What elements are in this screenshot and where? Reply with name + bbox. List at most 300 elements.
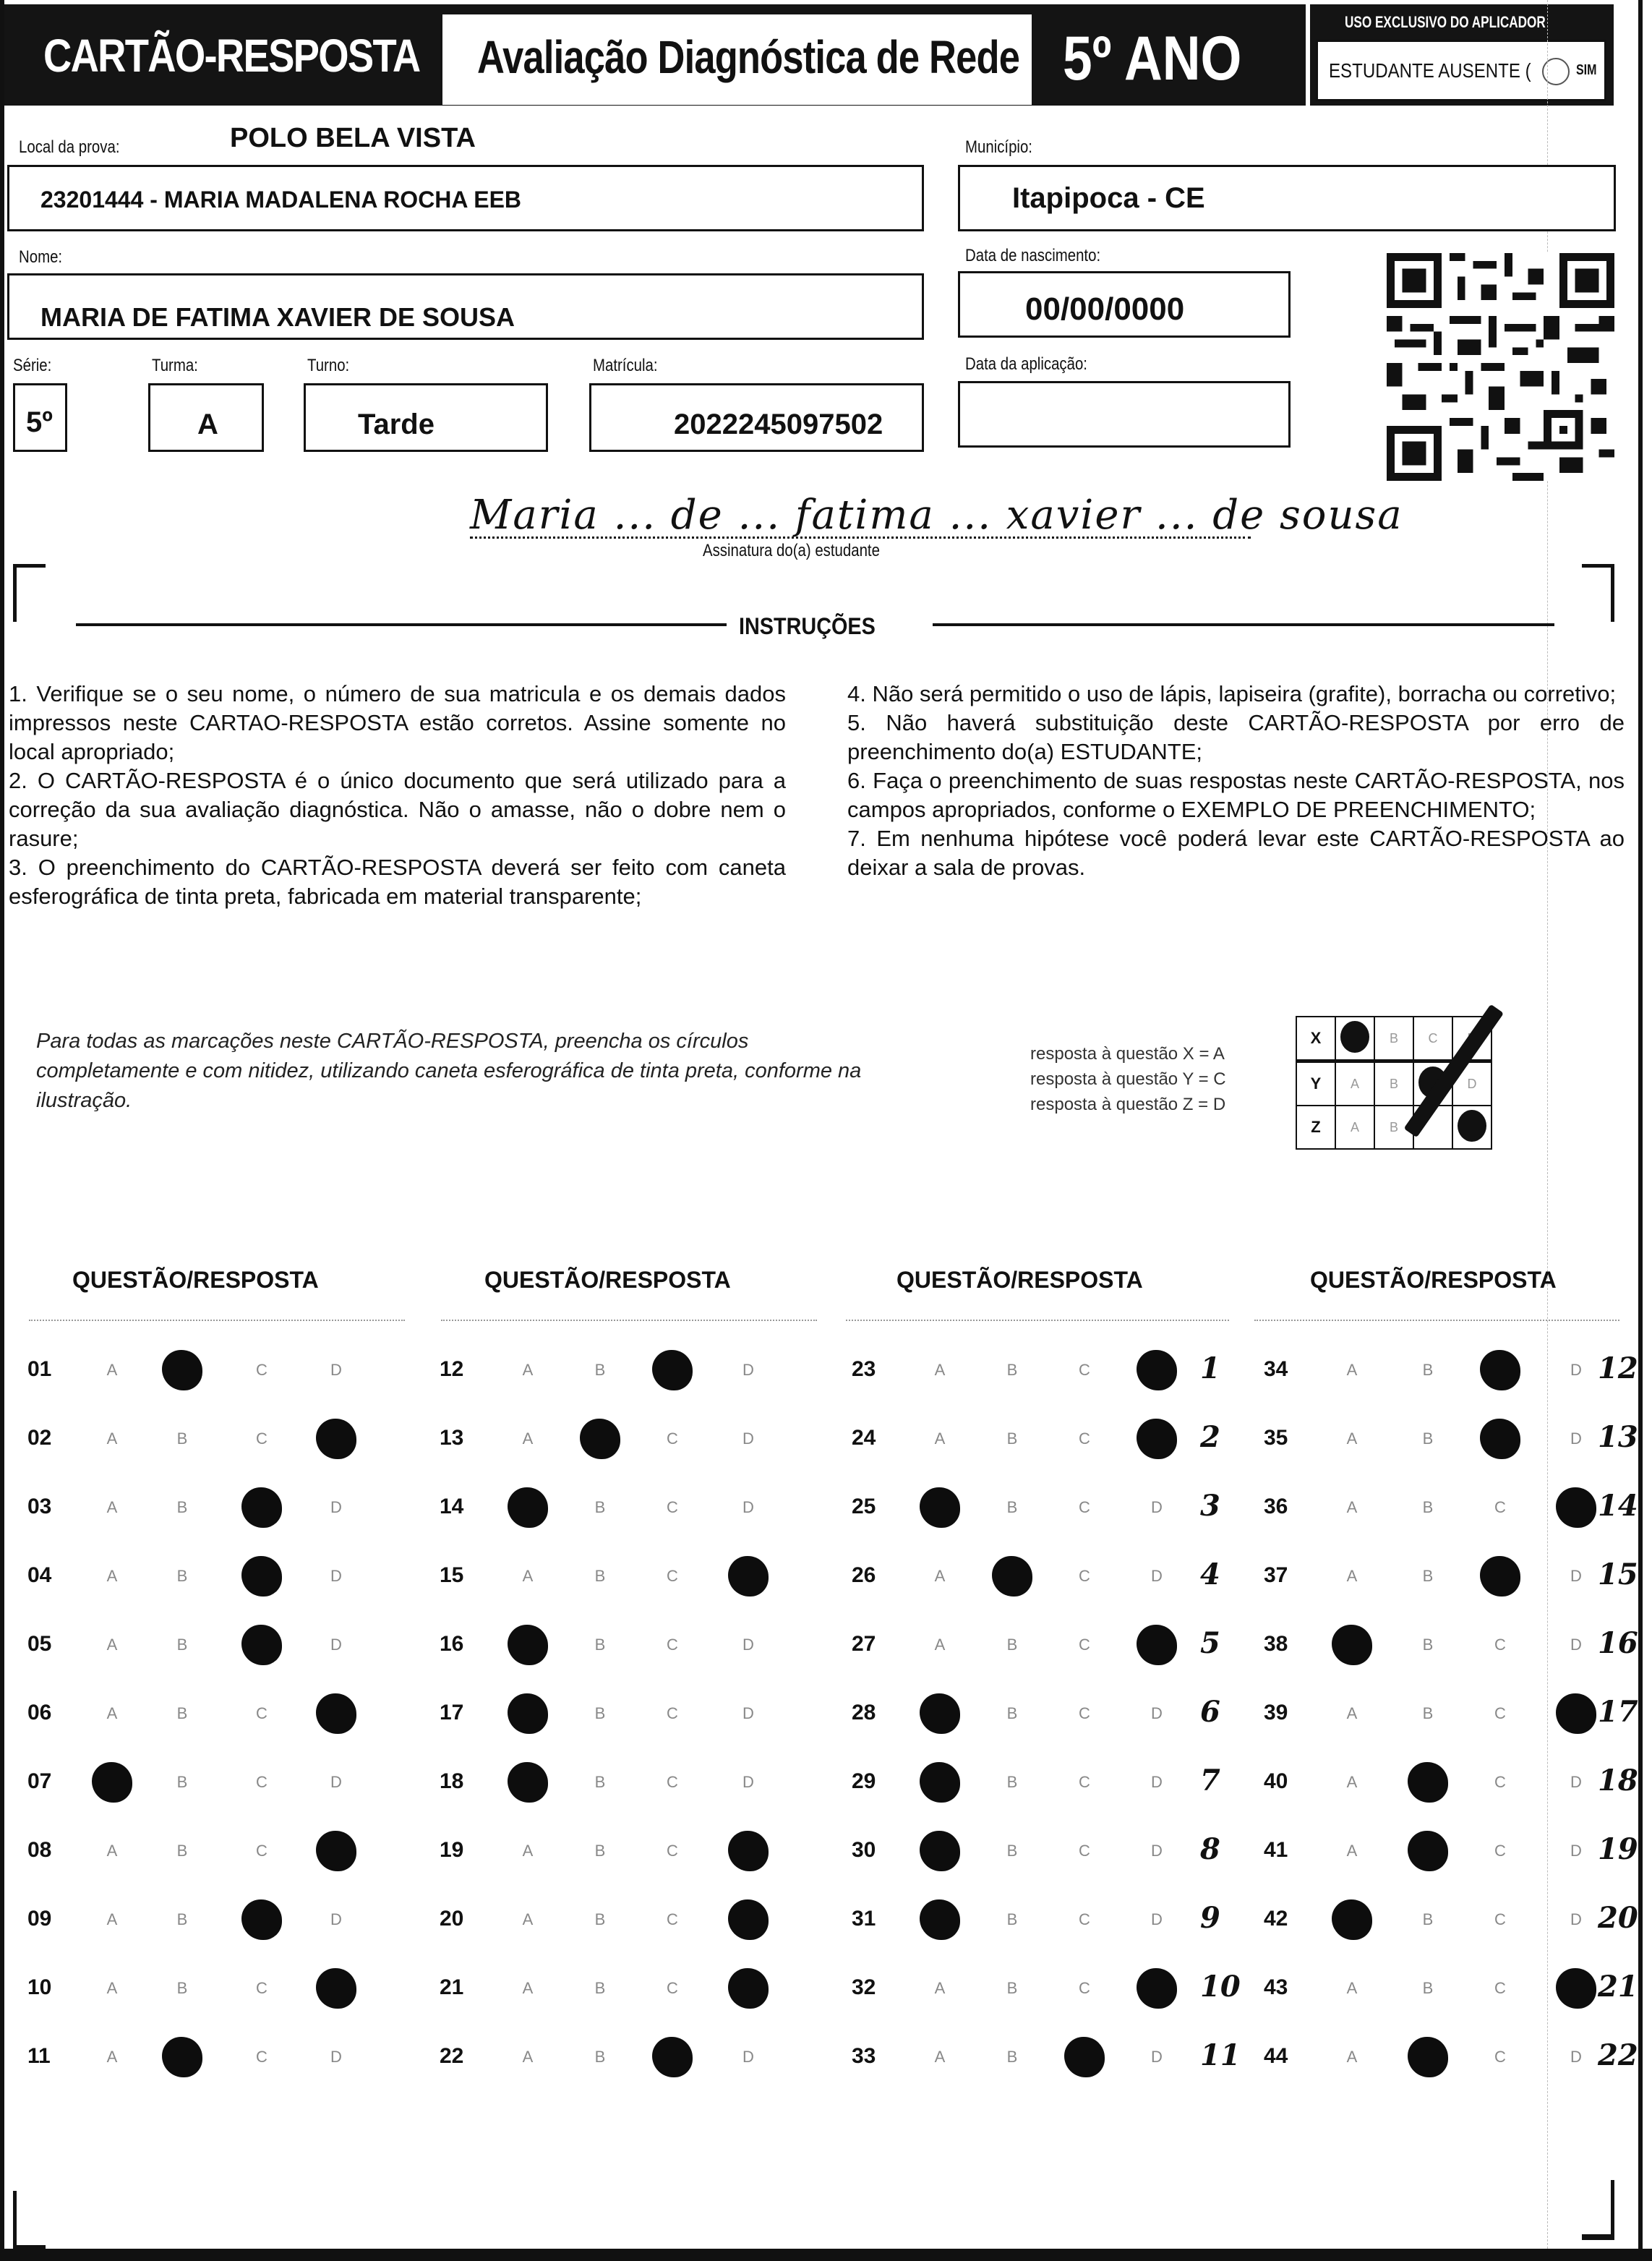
question-number: 38 <box>1264 1632 1288 1656</box>
answer-bubble[interactable]: A <box>522 1910 534 1928</box>
answer-bubble[interactable]: B <box>1006 1842 1018 1860</box>
answer-bubble[interactable]: D <box>742 1636 754 1654</box>
answer-bubble[interactable]: A <box>1346 1361 1358 1379</box>
answer-bubble[interactable]: D <box>742 1704 754 1722</box>
question-number: 21 <box>440 1975 464 1999</box>
answer-bubble[interactable]: C <box>256 1773 268 1791</box>
answer-bubble[interactable]: B <box>1006 1704 1018 1722</box>
question-number: 07 <box>27 1769 52 1793</box>
question-number: 04 <box>27 1563 52 1587</box>
answer-bubble[interactable]: A <box>106 1361 118 1379</box>
answer-bubble[interactable]: C <box>1079 1361 1090 1379</box>
answer-bubble[interactable]: C <box>256 1429 268 1448</box>
answer-bubble[interactable]: A <box>106 1704 118 1722</box>
question-number: 17 <box>440 1701 464 1724</box>
answer-bubble-filled[interactable] <box>1332 1899 1372 1940</box>
answer-bubble[interactable]: C <box>1494 1842 1506 1860</box>
answer-bubble-filled[interactable] <box>1556 1487 1596 1528</box>
answer-bubble[interactable]: B <box>594 1910 606 1928</box>
answer-bubble[interactable]: C <box>667 1704 678 1722</box>
answer-bubble-filled[interactable] <box>580 1419 620 1459</box>
signature-line <box>470 537 1251 539</box>
answer-bubble[interactable]: C <box>667 1498 678 1516</box>
handwritten-count: 9 <box>1200 1901 1220 1935</box>
answer-bubble[interactable]: A <box>522 1429 534 1448</box>
instruction-2: 2. O CARTÃO-RESPOSTA é o único documento que será utilizado para a correção da sua avaliação diagnóstica. Não o amasse, não o dobre nem o rasure; <box>9 768 786 851</box>
answer-bubble-filled[interactable] <box>316 1831 356 1871</box>
card-title: CARTÃO-RESPOSTA <box>43 30 420 82</box>
example-bubble: B <box>1374 1061 1413 1106</box>
fill-example-table <box>1296 1016 1492 1150</box>
fill-instructions: Para todas as marcações neste CARTÃO-RESPOSTA, preencha os círculos completamente e com nitidez, utilizando caneta esferográfica de tinta preta, conforme na ilustração. <box>36 1030 862 1112</box>
answer-bubble[interactable]: B <box>1006 1429 1018 1448</box>
answer-bubble[interactable]: B <box>176 1636 188 1654</box>
question-number: 33 <box>852 2044 876 2068</box>
question-number: 19 <box>440 1838 464 1862</box>
question-number: 29 <box>852 1769 876 1793</box>
answer-bubble[interactable]: D <box>1570 1567 1582 1585</box>
answer-bubble[interactable]: D <box>742 1361 754 1379</box>
answer-bubble[interactable]: B <box>176 1979 188 1997</box>
instruction-6: 6. Faça o preenchimento de suas respostas neste CARTÃO-RESPOSTA, nos campos apropriados, conforme o EXEMPLO DE PREENCHIMENTO; <box>847 768 1625 822</box>
answer-bubble[interactable]: D <box>330 1567 342 1585</box>
answer-bubble[interactable]: D <box>1151 1704 1163 1722</box>
answer-bubble[interactable]: C <box>1079 1636 1090 1654</box>
example-row-label: X <box>1296 1017 1335 1061</box>
answer-bubble[interactable]: C <box>1079 1979 1090 1997</box>
answer-bubble-filled[interactable] <box>1064 2037 1105 2077</box>
answer-bubble-filled[interactable] <box>162 2037 202 2077</box>
question-number: 32 <box>852 1975 876 1999</box>
answer-bubble[interactable]: D <box>1570 1773 1582 1791</box>
answer-bubble[interactable]: C <box>1079 1567 1090 1585</box>
answer-bubble-filled[interactable] <box>1408 2037 1448 2077</box>
answer-bubble[interactable]: B <box>176 1429 188 1448</box>
question-number: 10 <box>27 1975 52 1999</box>
instruction-1: 1. Verifique se o seu nome, o número de sua matricula e os demais dados impressos neste CARTAO-RESPOSTA estão corretos. Assine somente no local apropriado; <box>9 681 786 764</box>
question-number: 09 <box>27 1907 52 1931</box>
answer-bubble[interactable]: A <box>106 1842 118 1860</box>
answer-bubble[interactable]: D <box>1151 1842 1163 1860</box>
question-number: 23 <box>852 1357 876 1381</box>
answer-bubble-filled[interactable] <box>241 1487 282 1528</box>
question-number: 43 <box>1264 1975 1288 1999</box>
answer-bubble-filled[interactable] <box>508 1693 548 1734</box>
answer-bubble[interactable]: B <box>594 2048 606 2066</box>
answer-bubble[interactable]: D <box>1151 1773 1163 1791</box>
nascimento-label: Data de nascimento: <box>965 246 1101 265</box>
question-number: 15 <box>440 1563 464 1587</box>
answer-bubble[interactable]: D <box>742 1498 754 1516</box>
answer-bubble[interactable]: C <box>1494 1979 1506 1997</box>
answer-bubble[interactable]: A <box>934 2048 946 2066</box>
answer-bubble[interactable]: A <box>522 1361 534 1379</box>
answer-bubble[interactable]: A <box>106 1567 118 1585</box>
turno-label: Turno: <box>307 356 350 375</box>
answer-bubble[interactable]: D <box>330 1498 342 1516</box>
serie-label: Série: <box>13 356 52 375</box>
answer-bubble[interactable]: B <box>1422 1636 1434 1654</box>
question-number: 22 <box>440 2044 464 2068</box>
answer-bubble[interactable]: C <box>1079 1773 1090 1791</box>
grade-badge: 5º ANO <box>1063 24 1242 93</box>
corner-mark-bl <box>13 2191 46 2251</box>
answer-bubble-filled[interactable] <box>508 1487 548 1528</box>
example-row-label: Z <box>1296 1106 1335 1149</box>
handwritten-count: 13 <box>1598 1420 1638 1454</box>
answer-bubble-filled[interactable] <box>316 1419 356 1459</box>
turno-value: Tarde <box>358 409 435 440</box>
instructions-left <box>9 680 786 911</box>
answer-bubble[interactable]: C <box>667 1842 678 1860</box>
turma-label: Turma: <box>152 356 198 375</box>
answer-bubble[interactable]: C <box>667 1910 678 1928</box>
turma-value: A <box>197 409 218 440</box>
answer-bubble[interactable]: C <box>1494 1498 1506 1516</box>
answer-bubble[interactable]: A <box>1346 1842 1358 1860</box>
answer-bubble[interactable]: B <box>1422 1979 1434 1997</box>
answer-bubble[interactable]: C <box>256 2048 268 2066</box>
answer-bubble[interactable]: D <box>330 1636 342 1654</box>
handwritten-count: 12 <box>1598 1351 1638 1385</box>
answer-bubble[interactable]: A <box>1346 1498 1358 1516</box>
answer-bubble[interactable]: B <box>594 1704 606 1722</box>
answer-bubble[interactable]: A <box>934 1636 946 1654</box>
question-number: 02 <box>27 1426 52 1450</box>
answer-bubble[interactable]: A <box>1346 2048 1358 2066</box>
answer-bubble[interactable]: C <box>667 1429 678 1448</box>
question-number: 41 <box>1264 1838 1288 1862</box>
answer-bubble-filled[interactable] <box>1137 1419 1177 1459</box>
question-number: 39 <box>1264 1701 1288 1724</box>
question-number: 36 <box>1264 1495 1288 1518</box>
answer-bubble[interactable]: B <box>594 1361 606 1379</box>
column-header: QUESTÃO/RESPOSTA <box>1310 1267 1557 1293</box>
answer-bubble[interactable]: C <box>667 1773 678 1791</box>
answer-bubble[interactable]: B <box>594 1842 606 1860</box>
answer-bubble[interactable]: A <box>1346 1429 1358 1448</box>
question-number: 25 <box>852 1495 876 1518</box>
answer-bubble[interactable]: C <box>256 1979 268 1997</box>
handwritten-count: 1 <box>1200 1351 1220 1385</box>
answer-bubble[interactable]: D <box>1570 1910 1582 1928</box>
handwritten-count: 8 <box>1200 1832 1220 1866</box>
question-number: 08 <box>27 1838 52 1862</box>
answer-bubble[interactable]: A <box>1346 1704 1358 1722</box>
answer-bubble-filled[interactable] <box>1137 1968 1177 2009</box>
question-number: 34 <box>1264 1357 1288 1381</box>
answer-bubble[interactable]: B <box>1006 1636 1018 1654</box>
answer-bubble[interactable]: B <box>1422 1429 1434 1448</box>
answer-bubble-filled[interactable] <box>920 1487 960 1528</box>
answer-bubble[interactable]: D <box>330 1910 342 1928</box>
answer-bubble[interactable]: A <box>934 1429 946 1448</box>
answer-bubble[interactable]: A <box>934 1567 946 1585</box>
answer-bubble-filled[interactable] <box>652 2037 693 2077</box>
answer-bubble[interactable]: D <box>330 1773 342 1791</box>
answer-bubble[interactable]: D <box>1570 1636 1582 1654</box>
handwritten-count: 18 <box>1598 1764 1638 1798</box>
example-bubble: B <box>1374 1106 1413 1149</box>
instructions-right <box>847 680 1625 882</box>
handwritten-count: 7 <box>1200 1764 1220 1798</box>
answer-bubble-filled[interactable] <box>241 1899 282 1940</box>
handwritten-count: 15 <box>1598 1557 1638 1591</box>
example-bubble: C <box>1413 1017 1452 1061</box>
answer-bubble[interactable]: D <box>330 2048 342 2066</box>
column-header: QUESTÃO/RESPOSTA <box>72 1267 319 1293</box>
answer-bubble[interactable]: D <box>330 1361 342 1379</box>
answer-bubble-filled[interactable] <box>241 1556 282 1597</box>
answer-bubble[interactable]: A <box>106 1636 118 1654</box>
nascimento-value: 00/00/0000 <box>1025 291 1185 327</box>
column-header: QUESTÃO/RESPOSTA <box>896 1267 1143 1293</box>
answer-bubble[interactable]: C <box>1079 1429 1090 1448</box>
handwritten-count: 14 <box>1598 1489 1638 1523</box>
question-number: 44 <box>1264 2044 1288 2068</box>
answer-bubble[interactable]: C <box>1079 1704 1090 1722</box>
answer-bubble[interactable]: A <box>522 1567 534 1585</box>
answer-bubble[interactable]: A <box>106 1429 118 1448</box>
local-label: Local da prova: <box>19 137 120 157</box>
question-number: 40 <box>1264 1769 1288 1793</box>
answer-bubble[interactable]: A <box>934 1979 946 1997</box>
municipio-label: Município: <box>965 137 1032 157</box>
answer-bubble[interactable]: B <box>1006 1910 1018 1928</box>
answer-bubble-filled[interactable] <box>241 1625 282 1665</box>
answer-bubble[interactable]: C <box>667 1979 678 1997</box>
question-number: 24 <box>852 1426 876 1450</box>
answer-bubble[interactable]: B <box>1006 1979 1018 1997</box>
aplicacao-field[interactable] <box>958 381 1291 448</box>
answer-bubble-filled[interactable] <box>1408 1762 1448 1803</box>
signature-label: Assinatura do(a) estudante <box>703 541 880 560</box>
answer-bubble[interactable]: C <box>1079 1910 1090 1928</box>
answer-bubble[interactable]: C <box>1079 1842 1090 1860</box>
answer-bubble[interactable]: B <box>176 1498 188 1516</box>
answer-bubble[interactable]: B <box>1006 2048 1018 2066</box>
example-bubble-filled <box>1452 1106 1491 1149</box>
question-number: 05 <box>27 1632 52 1656</box>
corner-mark-tr <box>1582 564 1614 622</box>
answer-bubble[interactable]: B <box>594 1979 606 1997</box>
corner-mark-br <box>1582 2180 1614 2240</box>
question-number: 30 <box>852 1838 876 1862</box>
question-number: 31 <box>852 1907 876 1931</box>
question-number: 27 <box>852 1632 876 1656</box>
answer-bubble-filled[interactable] <box>920 1831 960 1871</box>
qr-code <box>1387 253 1614 481</box>
answer-bubble[interactable]: B <box>1422 1361 1434 1379</box>
answer-bubble-filled[interactable] <box>1480 1419 1520 1459</box>
answer-bubble-filled[interactable] <box>316 1693 356 1734</box>
answer-bubble-filled[interactable] <box>652 1350 693 1390</box>
answer-bubble-filled[interactable] <box>1480 1350 1520 1390</box>
answer-bubble-filled[interactable] <box>920 1899 960 1940</box>
answer-bubble[interactable]: D <box>1151 1567 1163 1585</box>
answer-bubble-filled[interactable] <box>162 1350 202 1390</box>
handwritten-count: 19 <box>1598 1832 1638 1866</box>
answer-bubble[interactable]: A <box>522 1842 534 1860</box>
corner-mark-tl <box>13 564 46 622</box>
answer-bubble[interactable]: D <box>742 2048 754 2066</box>
answer-bubble-filled[interactable] <box>316 1968 356 2009</box>
question-number: 01 <box>27 1357 52 1381</box>
instructions-rule-right <box>933 623 1554 626</box>
legend-y: resposta à questão Y = C <box>1030 1069 1226 1089</box>
answer-bubble[interactable]: C <box>1494 1773 1506 1791</box>
question-number: 03 <box>27 1495 52 1518</box>
answer-bubble[interactable]: C <box>1079 1498 1090 1516</box>
example-bubble: A <box>1335 1061 1374 1106</box>
answer-bubble[interactable]: C <box>256 1704 268 1722</box>
column-header: QUESTÃO/RESPOSTA <box>484 1267 731 1293</box>
answer-bubble-filled[interactable] <box>920 1762 960 1803</box>
question-number: 26 <box>852 1563 876 1587</box>
answer-bubble[interactable]: D <box>1151 1910 1163 1928</box>
answer-bubble-filled[interactable] <box>728 1556 769 1597</box>
legend-x: resposta à questão X = A <box>1030 1044 1225 1064</box>
answer-bubble-filled[interactable] <box>1332 1625 1372 1665</box>
answer-bubble[interactable]: A <box>522 1979 534 1997</box>
answer-bubble[interactable]: B <box>176 1910 188 1928</box>
answer-bubble[interactable]: C <box>256 1842 268 1860</box>
answer-bubble[interactable]: D <box>1570 1429 1582 1448</box>
question-number: 14 <box>440 1495 464 1518</box>
student-signature: Maria ... de ... fatima ... xavier ... de sousa <box>470 492 1403 539</box>
answer-bubble[interactable]: B <box>1422 1910 1434 1928</box>
answer-bubble-filled[interactable] <box>1556 1693 1596 1734</box>
answer-bubble-filled[interactable] <box>508 1625 548 1665</box>
handwritten-count: 17 <box>1598 1695 1638 1729</box>
example-bubble: B <box>1374 1017 1413 1061</box>
answer-bubble-filled[interactable] <box>728 1831 769 1871</box>
handwritten-count: 5 <box>1200 1626 1220 1660</box>
answer-bubble[interactable]: B <box>176 1773 188 1791</box>
answer-bubble[interactable]: A <box>106 2048 118 2066</box>
question-number: 18 <box>440 1769 464 1793</box>
example-bubble: D <box>1452 1061 1491 1106</box>
instruction-7: 7. Em nenhuma hipótese você poderá levar este CARTÃO-RESPOSTA ao deixar a sala de provas. <box>847 826 1625 880</box>
answer-bubble-filled[interactable] <box>1408 1831 1448 1871</box>
answer-bubble[interactable]: C <box>1494 1910 1506 1928</box>
answer-bubble[interactable]: D <box>1570 1842 1582 1860</box>
answer-bubble-filled[interactable] <box>1137 1625 1177 1665</box>
legend-z: resposta à questão Z = D <box>1030 1095 1226 1114</box>
polo-value: POLO BELA VISTA <box>230 123 476 153</box>
exam-title: Avaliação Diagnóstica de Rede <box>477 31 1020 83</box>
handwritten-count: 3 <box>1200 1489 1220 1523</box>
nome-value: MARIA DE FATIMA XAVIER DE SOUSA <box>40 302 515 332</box>
answer-bubble[interactable]: D <box>742 1773 754 1791</box>
instruction-4: 4. Não será permitido o uso de lápis, lapiseira (grafite), borracha ou corretivo; <box>847 681 1617 706</box>
answer-bubble[interactable]: A <box>106 1910 118 1928</box>
answer-bubble[interactable]: B <box>176 1842 188 1860</box>
answer-bubble[interactable]: A <box>106 1498 118 1516</box>
instruction-3: 3. O preenchimento do CARTÃO-RESPOSTA deverá ser feito com caneta esferográfica de tinta preta, fabricada em material transparente; <box>9 855 786 909</box>
answer-bubble-filled[interactable] <box>508 1762 548 1803</box>
answer-bubble[interactable]: B <box>1422 1498 1434 1516</box>
instructions-title: INSTRUÇÕES <box>739 613 876 639</box>
handwritten-count: 11 <box>1200 2038 1241 2072</box>
answer-bubble[interactable]: B <box>176 1704 188 1722</box>
question-number: 13 <box>440 1426 464 1450</box>
column-rule <box>846 1320 1229 1321</box>
applicator-title: USO EXCLUSIVO DO APLICADOR <box>1345 13 1546 31</box>
answer-bubble-filled[interactable] <box>728 1968 769 2009</box>
matricula-value: 2022245097502 <box>674 409 883 440</box>
absent-option-label: SIM <box>1576 62 1597 78</box>
answer-bubble[interactable]: A <box>1346 1567 1358 1585</box>
answer-bubble[interactable]: B <box>176 1567 188 1585</box>
question-number: 28 <box>852 1701 876 1724</box>
answer-bubble-filled[interactable] <box>1137 1350 1177 1390</box>
answer-bubble[interactable]: B <box>594 1567 606 1585</box>
example-row-label: Y <box>1296 1061 1335 1106</box>
answer-bubble[interactable]: A <box>1346 1979 1358 1997</box>
answer-bubble[interactable]: A <box>106 1979 118 1997</box>
question-number: 42 <box>1264 1907 1288 1931</box>
example-bubble: A <box>1335 1106 1374 1149</box>
answer-bubble[interactable]: B <box>1422 1567 1434 1585</box>
handwritten-count: 10 <box>1200 1970 1241 2004</box>
answer-bubble[interactable]: B <box>1006 1773 1018 1791</box>
answer-bubble[interactable]: A <box>934 1361 946 1379</box>
answer-bubble[interactable]: D <box>742 1429 754 1448</box>
answer-bubble[interactable]: D <box>1151 2048 1163 2066</box>
answer-bubble[interactable]: B <box>1422 1704 1434 1722</box>
aplicacao-label: Data da aplicação: <box>965 354 1087 374</box>
answer-bubble-filled[interactable] <box>92 1762 132 1803</box>
answer-bubble[interactable]: D <box>1570 1361 1582 1379</box>
answer-bubble[interactable]: D <box>1151 1498 1163 1516</box>
fill-example-legend <box>1030 1041 1226 1117</box>
answer-bubble[interactable]: C <box>256 1361 268 1379</box>
answer-bubble[interactable]: C <box>1494 2048 1506 2066</box>
answer-bubble-filled[interactable] <box>728 1899 769 1940</box>
instructions-rule-left <box>76 623 727 626</box>
matricula-label: Matrícula: <box>593 356 658 375</box>
answer-bubble[interactable]: C <box>1494 1636 1506 1654</box>
answer-bubble[interactable]: B <box>594 1773 606 1791</box>
answer-bubble-filled[interactable] <box>1480 1556 1520 1597</box>
nome-label: Nome: <box>19 247 63 267</box>
answer-bubble[interactable]: C <box>667 1636 678 1654</box>
answer-bubble[interactable]: D <box>1570 2048 1582 2066</box>
answer-bubble[interactable]: A <box>1346 1773 1358 1791</box>
answer-bubble[interactable]: B <box>1006 1361 1018 1379</box>
question-number: 20 <box>440 1907 464 1931</box>
answer-bubble[interactable]: B <box>594 1636 606 1654</box>
absent-checkbox[interactable] <box>1542 58 1570 85</box>
answer-bubble-filled[interactable] <box>992 1556 1032 1597</box>
answer-bubble[interactable]: C <box>667 1567 678 1585</box>
school-value: 23201444 - MARIA MADALENA ROCHA EEB <box>40 187 522 213</box>
column-rule <box>441 1320 817 1321</box>
question-number: 37 <box>1264 1563 1288 1587</box>
answer-bubble[interactable]: B <box>594 1498 606 1516</box>
answer-bubble[interactable]: A <box>522 2048 534 2066</box>
question-number: 35 <box>1264 1426 1288 1450</box>
question-number: 16 <box>440 1632 464 1656</box>
answer-bubble[interactable]: C <box>1494 1704 1506 1722</box>
question-number: 11 <box>27 2044 51 2068</box>
handwritten-count: 6 <box>1200 1695 1220 1729</box>
instruction-5: 5. Não haverá substituição deste CARTÃO-RESPOSTA por erro de preenchimento do(a) ESTUDANTE; <box>847 710 1625 764</box>
answer-bubble-filled[interactable] <box>920 1693 960 1734</box>
answer-bubble[interactable]: B <box>1006 1498 1018 1516</box>
answer-bubble-filled[interactable] <box>1556 1968 1596 2009</box>
